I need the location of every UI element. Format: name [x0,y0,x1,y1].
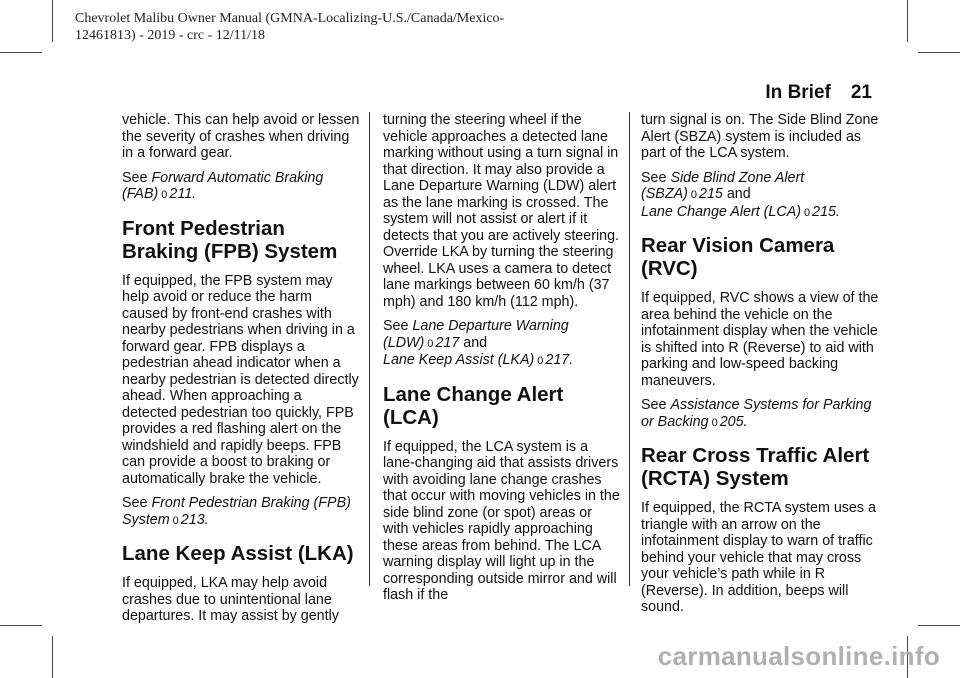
xref-page: 211. [169,186,197,202]
xref-title: Lane Change Alert (LCA) [641,203,802,220]
cross-reference [641,397,879,431]
crop-mark-top-left-v [52,0,53,42]
page-ref-icon: 0 [537,355,544,367]
xref-title: Assistance Systems for Parking or Backing [641,397,872,430]
column-3 [641,112,879,624]
cross-reference [641,170,879,222]
page-ref-icon: 0 [427,337,434,350]
xref-title: Front Pedestrian Braking (FPB) System [122,495,351,528]
xref-page: 215 [699,186,723,202]
xref-page: 205. [719,413,748,430]
paragraph: If equipped, the FPB system may help avoid or reduce the harm caused by front-end crashes with nearby pedestrians when driving in a forward gear. FPB displays a pedestrian ahead indicator when a nearby pedestrian is detected directly ahead. When approaching a detected pedestrian too quickly, FPB provides a red flashing alert on the windshield and rapidly beeps. FPB can provide a boost to braking or automatically brake the vehicle. [122,272,359,487]
xref-lca-link[interactable] [641,204,840,220]
see-label: See [383,318,409,334]
xref-title: Side Blind Zone Alert (SBZA) [641,169,805,202]
crop-mark-top-right-v [907,0,908,42]
cross-reference [122,495,360,529]
cross-reference [122,170,360,204]
running-header [765,82,872,104]
xref-page: 213. [180,511,209,528]
xref-fab-link[interactable] [122,170,323,203]
see-label: See [122,495,148,511]
heading-rvc: Rear Vision Camera (RVC) [641,234,835,280]
column-divider [629,112,630,586]
xref-lka-link[interactable] [383,352,573,368]
watermark: carmanualsonline.info [657,641,940,671]
xref-page: 217 [435,334,460,351]
crop-mark-top-left-h [0,52,42,53]
crop-mark-bottom-left-h [0,625,42,626]
see-label: See [641,169,667,186]
see-label: See [641,397,667,413]
meta-line-1: Chevrolet Malibu Owner Manual (GMNA-Localizing-U.S./Canada/Mexico- [75,11,505,26]
paragraph: If equipped, RVC shows a view of the area behind the vehicle on the infotainment display when the vehicle is shifted into R (Reverse) to aid with parking and low-speed backing maneuvers. [641,290,879,389]
cross-reference [383,318,621,370]
heading-rcta: Rear Cross Traffic Alert (RCTA) System [641,444,870,490]
page-ref-icon: 0 [172,514,179,527]
paragraph: If equipped, the LCA system is a lane-changing aid that assists drivers with avoiding lane change crashes that occur with moving vehicles in the side blind zone (or spot) areas or with vehicles rapidly approaching these areas from behind. The LCA warning display will light up in the corresponding outside mirror and will flash if the [383,438,620,603]
xref-title: Forward Automatic Braking (FAB) [122,169,324,202]
xref-sbza-link[interactable] [641,170,804,203]
document-meta [75,10,504,44]
heading-lca: Lane Change Alert (LCA) [383,382,564,429]
heading-lka: Lane Keep Assist (LKA) [122,542,354,565]
paragraph: If equipped, the RCTA system uses a triangle with an arrow on the infotainment display to warn of traffic behind your vehicle that may cross your vehicle’s path while in R (Reverse). In addition, beeps will sound. [641,500,876,615]
crop-mark-bottom-right-h [918,625,960,626]
xref-title: Lane Keep Assist (LKA) [383,352,535,368]
paragraph: turn signal is on. The Side Blind Zone Alert (SBZA) system is included as part of the LCA system. [641,112,879,161]
paragraph: If equipped, LKA may help avoid crashes due to unintentional lane departures. It may assist by gently [122,575,339,624]
page-ref-icon: 0 [711,416,718,429]
page-number: 21 [850,82,872,103]
page-ref-icon: 0 [690,189,697,201]
column-divider [369,112,370,586]
xref-parking-link[interactable] [641,397,871,430]
paragraph: turning the steering wheel if the vehicle approaches a detected lane marking without using a turn signal in that direction. It may also provide a Lane Departure Warning (LDW) alert as the lane marking is crossed. The system will not assist or alert if it detects that you are actively steering. Override LKA by turning the steering wheel. LKA uses a camera to detect lane markings between 60 km/h (37 mph) and 180 km/h (112 mph). [383,112,620,310]
xref-title: Lane Departure Warning (LDW) [383,318,569,351]
column-2 [383,112,621,612]
and-label: and [463,334,488,351]
crop-mark-top-right-h [918,52,960,53]
xref-page: 217. [545,352,574,368]
page-ref-icon: 0 [804,206,811,219]
section-title: In Brief [765,82,831,103]
and-label: and [726,186,751,202]
page-ref-icon: 0 [161,189,168,201]
meta-line-2: 12461813) - 2019 - crc - 12/11/18 [75,28,265,43]
heading-fpb: Front Pedestrian Braking (FPB) System [122,216,338,263]
column-1 [122,112,360,633]
crop-mark-bottom-left-v [52,636,53,678]
xref-page: 215. [812,203,840,220]
see-label: See [122,169,148,186]
paragraph: vehicle. This can help avoid or lessen the severity of crashes when driving in a forward gear. [122,112,360,161]
xref-fpb-link[interactable] [122,495,351,528]
